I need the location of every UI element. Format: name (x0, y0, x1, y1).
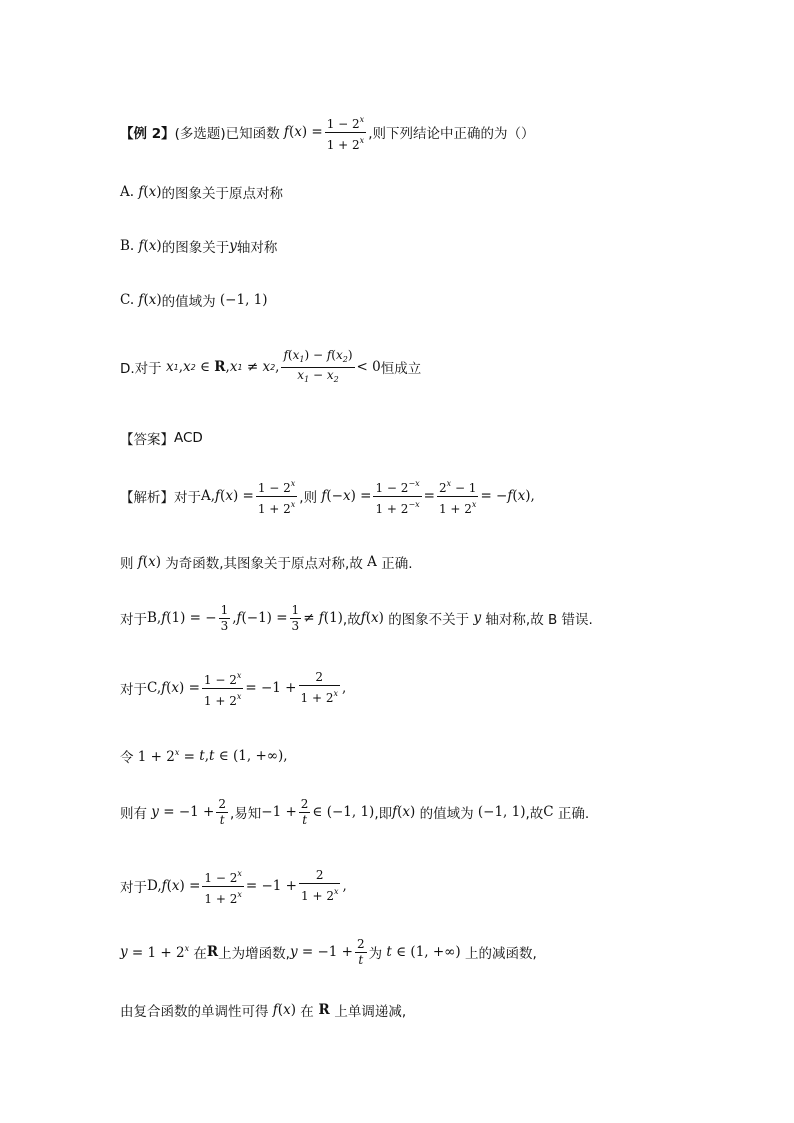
option-a-text: 的图象关于原点对称 (161, 186, 284, 202)
option-b-text2: 轴对称 (236, 240, 278, 256)
analysis-line-8: y = $1 + 2^x$ 在 R 上为增函数, y = −1 + $\frac{2}{t}$ 为 t ∈ (1, +∞) 上的减函数, (120, 936, 537, 967)
option-c-prefix: C. (120, 292, 135, 308)
option-a: A. f ( x ) 的图象关于原点对称 (120, 184, 284, 202)
answer-line (120, 426, 203, 450)
option-b-text1: 的图象关于 (161, 240, 230, 256)
option-c: C. f ( x ) 的值域为 (−1, 1) (120, 292, 268, 310)
fraction: $\frac{2}{t}$ (218, 796, 226, 827)
analysis-line-2: 则 f ( x ) 为奇函数,其图象关于原点对称,故 A 正确. (120, 554, 413, 572)
analysis-line-3: 对于 B, f (1) = − $\frac{1}{3}$ , f (−1) = $\frac{1}{3}$ ≠ f (1) ,故 f ( x ) 的图象不关于 y 轴对称,故 B 错误. (120, 602, 593, 633)
example-line: 【例 2】 (多选题)已知函数 f ( x ) = $\frac{1 - 2^x}{1 + 2^x}$ ,则下列结论中正确的为（） (120, 112, 534, 152)
option-d-prefix: D.对于 (120, 361, 162, 377)
fraction: $\frac{1 - 2^x}{1 + 2^x}$ (257, 478, 296, 516)
fraction: $\frac{1}{3}$ (220, 602, 229, 633)
analysis-line-9: 由复合函数的单调性可得 f ( x ) 在 R 上单调递减, (120, 1002, 407, 1020)
fraction: $\frac{2}{1 + 2^x}$ (301, 868, 339, 903)
example-pre: (多选题)已知函数 (174, 126, 280, 142)
analysis-line-6: 则有 y = −1 + $\frac{2}{t}$ ,易知 −1 + $\frac{2}{t}$ ∈ (−1, 1) ,即 f ( x ) 的值域为 (−1, 1) ,故 C 正确. (120, 796, 590, 827)
fraction: $\frac{1 - 2^x}{1 + 2^x}$ (326, 114, 365, 152)
fraction: $\frac{f(x_1) - f(x_2)}{x_1 - x_2}$ (283, 347, 353, 384)
formula-fx: f (279, 124, 289, 140)
answer-label: 【答案】 (120, 432, 174, 448)
fraction: $\frac{2}{t}$ (300, 796, 309, 827)
fraction: $\frac{1}{3}$ (291, 602, 300, 633)
option-b-prefix: B. (120, 238, 135, 254)
option-c-text: 的值域为 (161, 294, 216, 310)
option-d: D.对于 x 1 , x 2 ∈ R , x 1 ≠ x 2 , $\frac{f(x_1) - f(x_2)}{x_1 - x_2}$ < 0 恒成立 (120, 344, 421, 390)
analysis-label: 【解析】 (120, 490, 174, 506)
fraction: $\frac{1 - 2^x}{1 + 2^x}$ (203, 670, 242, 708)
fraction: $\frac{1 - 2^{-x}}{1 + 2^{-x}}$ (375, 478, 420, 516)
fraction: $\frac{2}{1 + 2^x}$ (300, 670, 338, 705)
answer-value: ACD (174, 430, 203, 446)
option-b: B. f ( x ) 的图象关于 y 轴对称 (120, 238, 278, 256)
fraction: $\frac{1 - 2^x}{1 + 2^x}$ (204, 868, 242, 906)
analysis-line-7: 对于 D, f ( x ) = $\frac{1 - 2^x}{1 + 2^x}$ = −1 + $\frac{2}{1 + 2^x}$ , (120, 866, 347, 906)
analysis-line-1: 【解析】 对于 A, f ( x ) = $\frac{1 - 2^x}{1 + 2^x}$ ,则 f (− x ) = $\frac{1 - 2^{-x}}{1 + 2^{-x}}$ = $\frac{2^x - 1}{1 + 2^x}$ = − f ( x ), (120, 476, 535, 516)
example-tag: 【例 2】 (120, 126, 175, 142)
fraction: $\frac{2}{t}$ (357, 936, 365, 967)
analysis-line-5: 令 $1 + 2^x$ = t , t ∈ (1, +∞), (120, 747, 288, 766)
analysis-line-4: 对于 C, f ( x ) = $\frac{1 - 2^x}{1 + 2^x}$ = −1 + $\frac{2}{1 + 2^x}$ , (120, 668, 346, 708)
fraction: $\frac{2^x - 1}{1 + 2^x}$ (438, 478, 477, 516)
option-d-text: 恒成立 (380, 361, 422, 377)
example-post: ,则下列结论中正确的为（） (368, 126, 535, 142)
option-a-prefix: A. (120, 184, 135, 200)
